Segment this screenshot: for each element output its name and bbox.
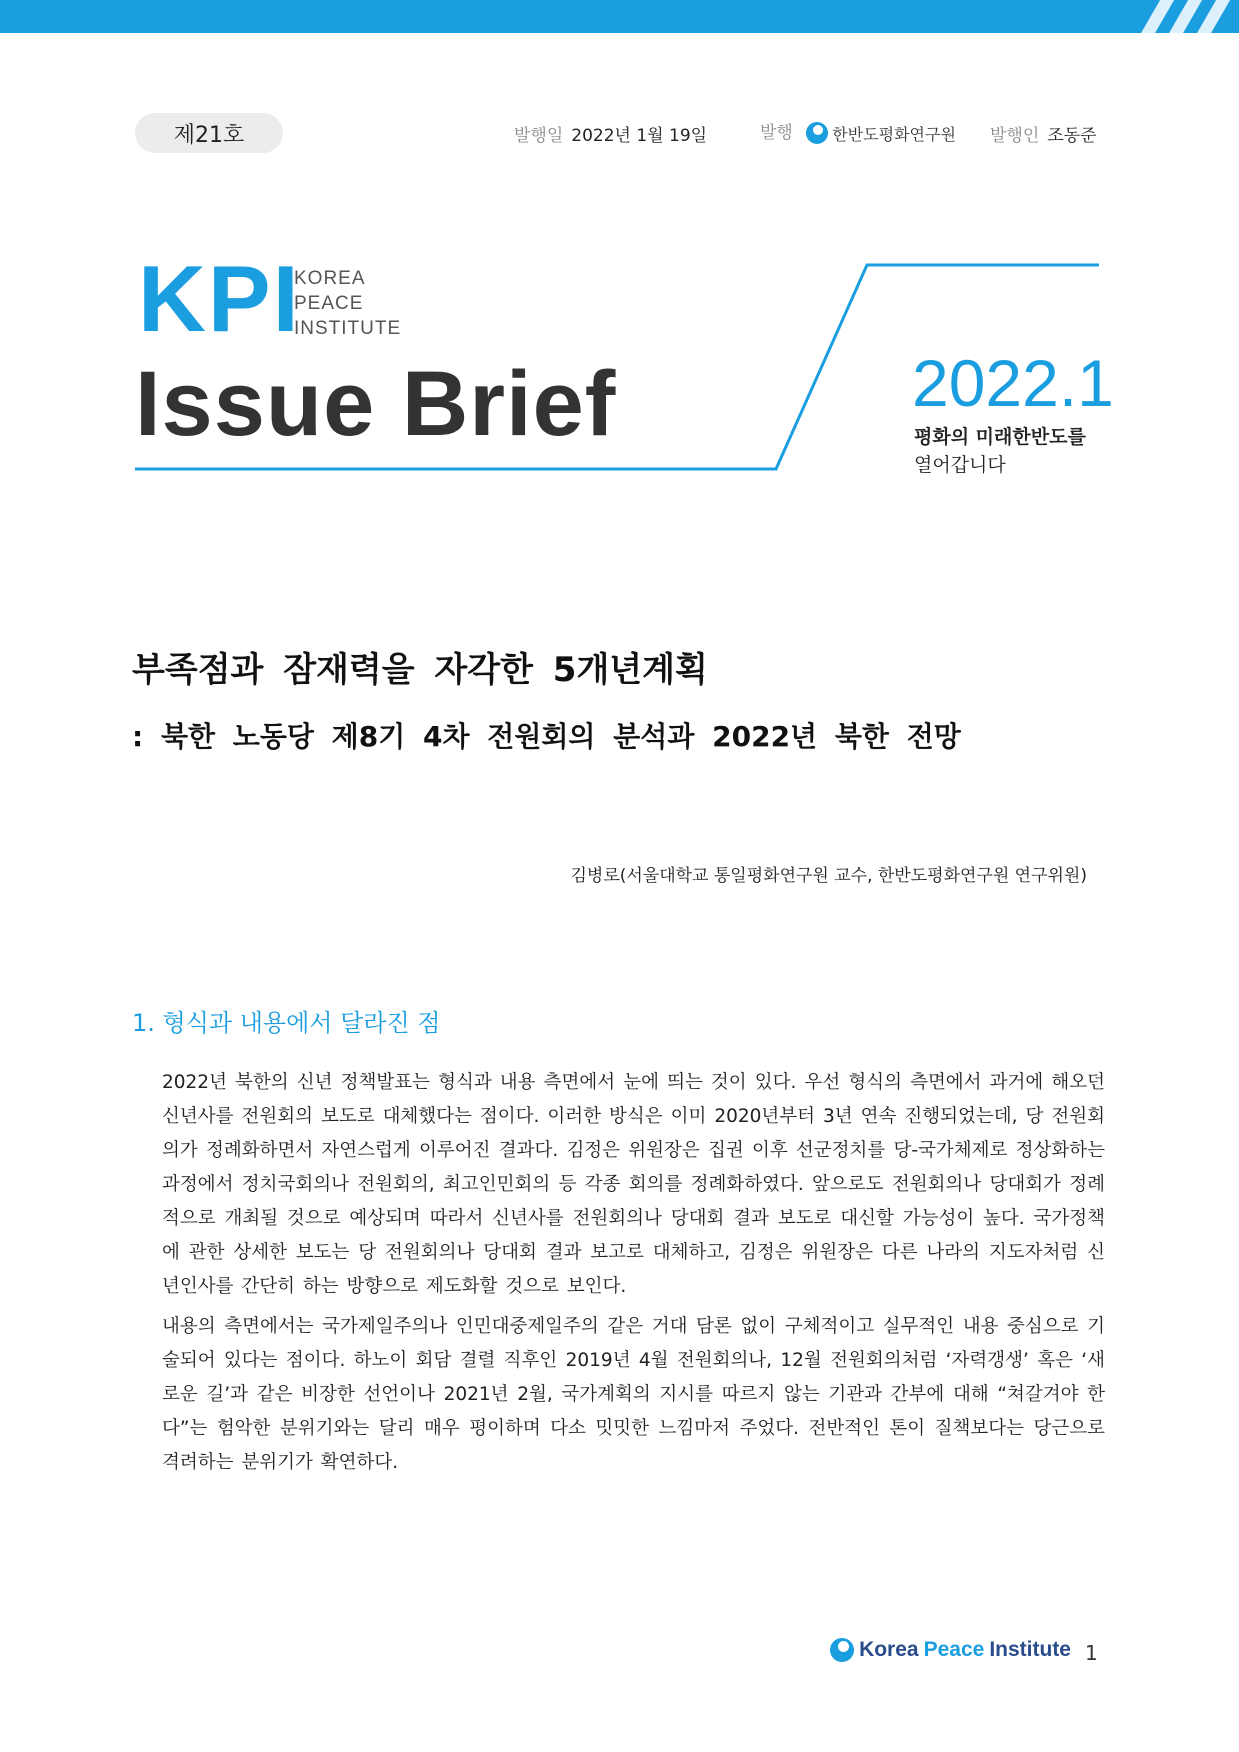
footer-logo xyxy=(830,1638,1071,1662)
paragraph: 내용의 측면에서는 국가제일주의나 인민대중제일주의 같은 거대 담론 없이 구체적이고 실무적인 내용 중심으로 기술되어 있다는 점이다. 하노이 회담 결렬 직후인 2019년 4월 전원회의나, 12월 전원회의처럼 ‘자력갱생’ 혹은 ‘새로운 길’과 같은 비장한 선언이나 2021년 2월, 국가계획의 지시를 따르지 않는 기관과 간부에 대해 “쳐갈겨야 한다”는 험악한 분위기와는 달리 매우 평이하며 다소 밋밋한 느낌마저 주었다. 전반적인 톤이 질책보다는 당근으로 격려하는 분위기가 확연하다. xyxy=(162,1316,1105,1473)
footer-logo-word: Peace xyxy=(923,1638,985,1661)
article-title: 부족점과 잠재력을 자각한 5개년계획 xyxy=(132,650,708,690)
edition-number: 2022.1 xyxy=(912,346,1114,420)
publish-date-label: 발행일 xyxy=(514,126,564,146)
org-name-line: PEACE xyxy=(294,293,364,314)
article-body xyxy=(162,1066,1105,1486)
series-title: Issue Brief xyxy=(135,353,617,455)
org-name-line: INSTITUTE xyxy=(294,318,402,339)
footer-logo-word: Institute xyxy=(989,1638,1071,1661)
issue-number: 제21호 xyxy=(173,122,245,148)
issuer-name: 조동준 xyxy=(1047,126,1097,146)
footer-logo-word: Korea xyxy=(859,1638,919,1661)
paragraph: 2022년 북한의 신년 정책발표는 형식과 내용 측면에서 눈에 띄는 것이 있다. 우선 형식의 측면에서 과거에 해오던 신년사를 전원회의 보도로 대체했다는 점이다. 이러한 방식은 이미 2020년부터 3년 연속 진행되었는데, 당 전원회의가 정례화하면서 자연스럽게 이루어진 결과다. 김정은 위원장은 집권 이후 선군정치를 당-국가체제로 정상화하는 과정에서 정치국회의나 전원회의, 최고인민회의 등 각종 회의를 정례화하였다. 앞으로도 전원회의나 당대회가 정례적으로 개최될 것으로 예상되며 따라서 신년사를 전원회의나 당대회 결과 보도로 대신할 가능성이 높다. 국가정책에 관한 상세한 보도는 당 전원회의나 당대회 결과 보고로 대체하고, 김정은 위원장은 다른 나라의 지도자처럼 신년인사를 간단히 하는 방향으로 제도화할 것으로 보인다. xyxy=(162,1072,1105,1297)
publisher-label: 발행 xyxy=(760,123,793,143)
kpi-logo-text: KPI xyxy=(138,246,301,351)
slogan-line: 열어갑니다 xyxy=(914,454,1006,476)
slogan xyxy=(914,423,1086,479)
issuer-label: 발행인 xyxy=(990,126,1040,146)
page-number: 1 xyxy=(1085,1641,1098,1665)
article-author: 김병로(서울대학교 통일평화연구원 교수, 한반도평화연구원 연구위원) xyxy=(570,866,1087,886)
kpi-logo-icon xyxy=(830,1638,854,1662)
publisher-name: 한반도평화연구원 xyxy=(832,124,956,144)
article-subtitle: : 북한 노동당 제8기 4차 전원회의 분석과 2022년 북한 전망 xyxy=(132,720,961,753)
org-name-line: KOREA xyxy=(294,268,366,289)
section-heading: 1. 형식과 내용에서 달라진 점 xyxy=(132,1009,441,1037)
slogan-line: 평화의 미래한반도를 xyxy=(914,426,1086,448)
publish-date-value: 2022년 1월 19일 xyxy=(571,126,708,146)
